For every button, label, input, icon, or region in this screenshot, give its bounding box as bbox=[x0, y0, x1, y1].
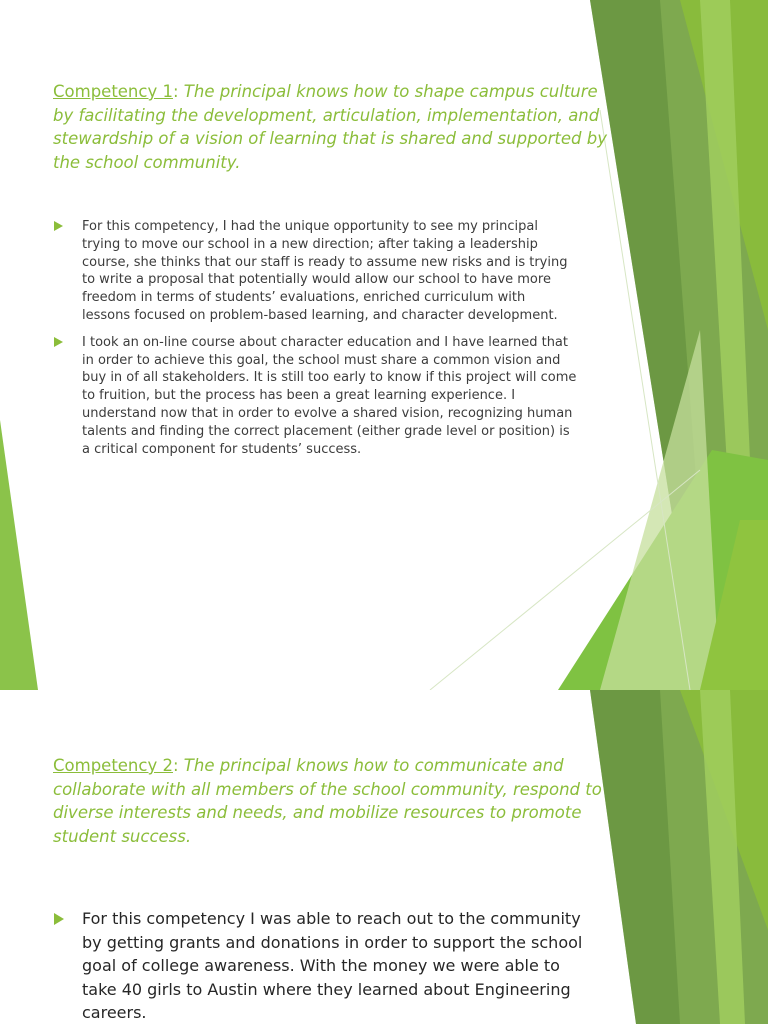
slide-2 bbox=[0, 690, 768, 1024]
bullet-item bbox=[82, 334, 577, 459]
bullet-item bbox=[82, 218, 577, 325]
bullet-text: I took an on-line course about character education and I have learned that in order to achieve this goal, the school must share a common vision and buy in of all stakeholders. It is still too early to know if this project will come to fruition, but the process has been a great learning experience. I understand now that in order to evolve a shared vision, recognizing human talents and finding the correct placement (either grade level or position) is a critical component for students’ success. bbox=[82, 334, 577, 457]
competency-2-separator: : bbox=[172, 756, 184, 775]
bullet-arrow-icon bbox=[54, 337, 63, 347]
competency-2-statement: The principal knows how to communicate and collaborate with all members of the school community, respond to diverse interests and needs, and mobilize resources to promote student success. bbox=[53, 756, 602, 846]
bullet-text: For this competency, I had the unique opportunity to see my principal trying to move our school in a new direction; after taking a leadership course, she thinks that our staff is ready to assume new risks and is trying to write a proposal that potentially would allow our school to have more freedom in terms of students’ evaluations, enriched curriculum with lessons focused on problem-based learning, and character development. bbox=[82, 219, 568, 323]
bullet-item bbox=[82, 907, 592, 1024]
bullet-text: For this competency I was able to reach out to the community by getting grants and donations in order to support the school goal of college awareness. With the money we were able to take 40 girls to Austin where they learned about Engineering careers. bbox=[82, 909, 583, 1022]
competency-1-separator: : bbox=[172, 82, 184, 101]
competency-2-title bbox=[53, 754, 613, 848]
competency-1-statement: The principal knows how to shape campus culture by facilitating the development, articulation, implementation, and stewardship of a vision of learning that is shared and supported by the school community. bbox=[53, 82, 608, 172]
bullet-arrow-icon bbox=[54, 221, 63, 231]
bullet-arrow-icon bbox=[54, 913, 64, 925]
competency-1-label: Competency 1 bbox=[53, 82, 173, 101]
left-accent-shape bbox=[0, 420, 38, 690]
competency-1-title bbox=[53, 80, 613, 174]
competency-2-bullets bbox=[82, 907, 592, 1024]
competency-2-label: Competency 2 bbox=[53, 756, 173, 775]
competency-1-bullets bbox=[82, 218, 577, 467]
